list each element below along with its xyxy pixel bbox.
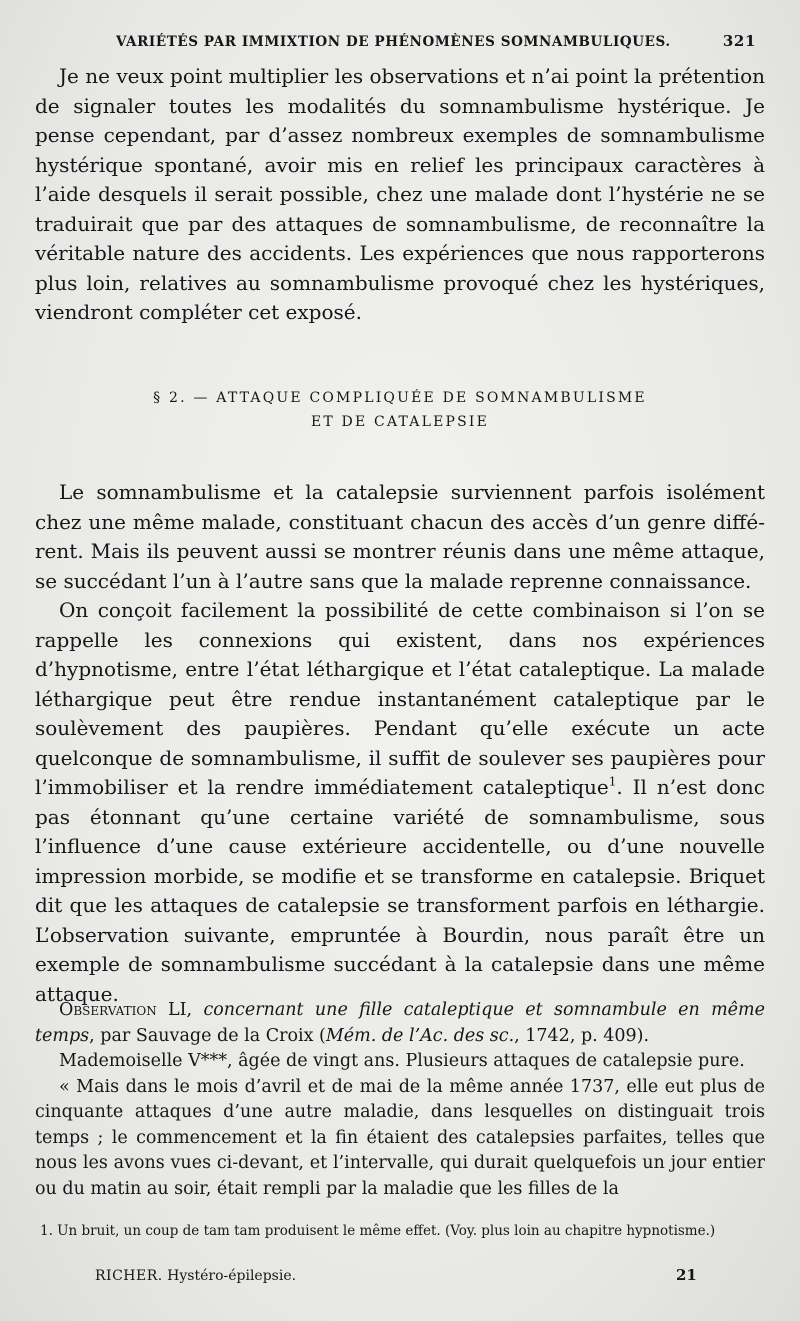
section-heading-line-1: [35, 386, 765, 410]
paragraph-1: Le somnambulisme et la catalepsie surviennent parfois isolément chez une même malade, constituant chacun des accès d’un genre différent. Mais ils peuvent aussi se montrer réunis dans une même attaque, se succédant l’un à l’autre sans que la malade reprenne connaissance.: [35, 480, 765, 593]
section-heading: [35, 386, 765, 434]
observation-title: concernant une fille cataleptique et somnambule en même temps: [35, 1000, 765, 1046]
signature-number: 21: [676, 1266, 697, 1284]
footnote-reference: 1: [608, 774, 617, 789]
footnote: 1. Un bruit, un coup de tam tam produisent le même effet. (Voy. plus loin au chapitre hypnotisme.): [40, 1223, 716, 1239]
section-number: § 2. —: [153, 390, 210, 406]
running-header: [116, 34, 756, 50]
intro-paragraph-block: [35, 62, 765, 328]
observation-ref: , 1742, p. 409).: [514, 1025, 650, 1046]
paragraph-2-part-1: On conçoit facilement la possibilité de cette combinaison si l’on se rappelle les connexions qui existent, dans nos expériences d’hypnotisme, entre l’état léthargique et l’état cataleptique. La malade léthargique peut être rendue instantanément cataleptique par le soulèvement des paupières. Pendant qu’elle exécute un acte quelconque de somnambulisme, il suffit de soulever ses paupières pour l’immobiliser et la rendre immédiatement cataleptique: [35, 598, 765, 799]
signature-author: RICHER.: [95, 1268, 163, 1284]
page-number: 321: [722, 32, 756, 50]
observation-quote: « Mais dans le mois d’avril et de mai de la même année 1737, elle eut plus de cinquante attaques d’une autre maladie, dans lesquelles on distinguait trois temps ; le commencement et la fin étaient des catalepsies parfaites, telles que nous les avons vues ci-devant, et l’intervalle, qui durait quelquefois un jour entier ou du matin au soir, était rempli par la maladie que les filles de la: [35, 1076, 765, 1199]
paragraph-2: [35, 596, 765, 1009]
observation-label: Observation LI,: [59, 1000, 193, 1020]
intro-paragraph: Je ne veux point multiplier les observations et n’ai point la prétention de signaler toutes les modalités du somnambulisme hystérique. Je pense cependant, par d’assez nombreux exemples de somnambulisme hystérique spontané, avoir mis en relief les principaux caractères à l’aide desquels il serait possible, chez une malade dont l’hystérie ne se traduirait que par des attaques de somnambulisme, de reconnaître la véritable nature des accidents. Les expériences que nous rapporterons plus loin, relatives au somnambulisme provoqué chez les hystériques, viendront compléter cet exposé.: [35, 64, 765, 324]
signature-work: Hystéro-épilepsie.: [167, 1268, 297, 1284]
observation-line-2: Mademoiselle V***, âgée de vingt ans. Plusieurs attaques de catalepsie pure.: [59, 1051, 745, 1071]
body-text-block: [35, 478, 765, 1009]
observation-source: Mém. de l’Ac. des sc.: [325, 1025, 515, 1046]
observation-by: , par Sauvage de la Croix (: [89, 1025, 326, 1046]
paragraph-2-part-2: . Il n’est donc pas étonnant qu’une certaine variété de somnambulisme, sous l’influence d’une cause extérieure accidentelle, ou d’une nouvelle impression morbide, se modifie et se transforme en catalepsie. Briquet dit que les attaques de catalepsie se transforment parfois en léthargie. L’observation suivante, empruntée à Bourdin, nous paraît être un exemple de somnambulisme succédant à la catalepsie dans une même attaque.: [35, 775, 766, 1006]
observation-block: [35, 998, 765, 1202]
running-title: VARIÉTÉS PAR IMMIXTION DE PHÉNOMÈNES SOMNAMBULIQUES.: [116, 34, 671, 50]
signature-line: [95, 1268, 296, 1284]
observation-heading: [35, 998, 765, 1049]
section-title-line-1: ATTAQUE COMPLIQUÉE DE SOMNAMBULISME: [216, 390, 647, 406]
section-title-line-2: ET DE CATALEPSIE: [310, 414, 490, 430]
